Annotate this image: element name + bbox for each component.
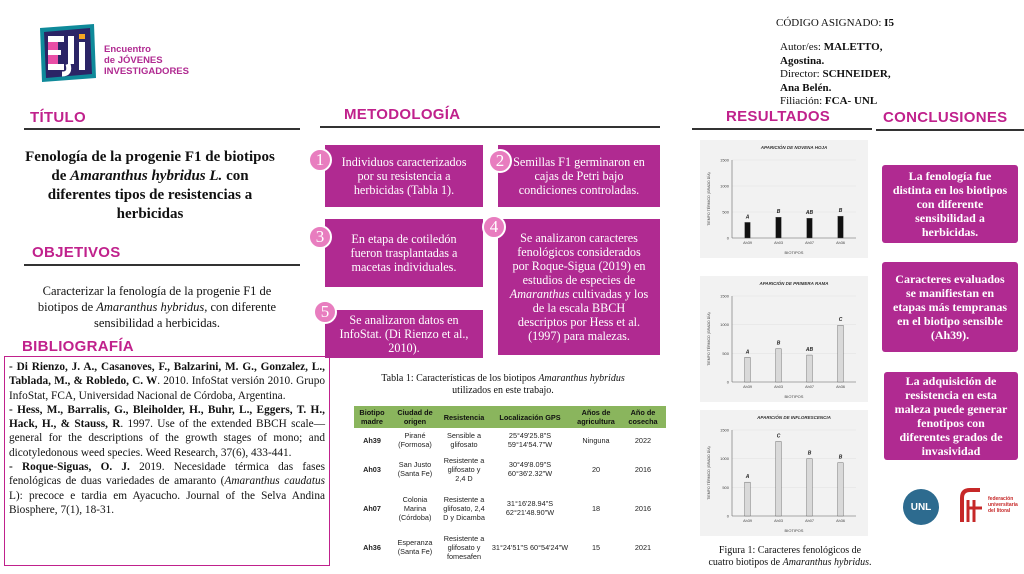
- step-number-1: 1: [308, 148, 332, 172]
- bar: [745, 482, 751, 516]
- col-header: Ciudad de origen: [390, 406, 440, 428]
- eji-logo-icon: [34, 20, 100, 86]
- significance-letter: B: [838, 208, 843, 215]
- conclusiones-heading: CONCLUSIONES: [883, 109, 1008, 126]
- step-number-3: 3: [308, 225, 332, 249]
- significance-letter: C: [838, 317, 843, 324]
- significance-letter: B: [838, 454, 843, 461]
- objetivos-heading: OBJETIVOS: [32, 244, 121, 261]
- titulo-heading: TÍTULO: [30, 109, 86, 126]
- bar: [745, 357, 751, 382]
- logo-line-1: Encuentro: [104, 44, 151, 55]
- method-step-5: Se analizaron datos en InfoStat. (Di Rienzo et al., 2010).: [325, 310, 483, 358]
- y-axis-label: TIEMPO TÉRMICO (GRADO DÍA): [707, 172, 711, 226]
- significance-letter: B: [807, 450, 812, 457]
- table-row: Ah07 Colonia Marina (Córdoba) Resistente a glifosato, 2,4 D y Dicamba 31°16'28.94"S 62°21'48.90"W 18 2016: [363, 494, 652, 522]
- bar: [776, 217, 782, 238]
- col-header: Biotipo madre: [354, 406, 390, 428]
- poster-title: Fenología de la progenie F1 de biotipos de Amaranthus hybridus L. con diferentes tipos de resistencias a herbicidas: [25, 149, 275, 222]
- logo-line-3: INVESTIGADORES: [104, 66, 189, 77]
- significance-letter: AB: [805, 210, 814, 217]
- x-tick-label: Ah07: [805, 519, 814, 523]
- author-info: Autor/es: MALETTO, Agostina. Director: SCHNEIDER, Ana Belén. Filiación: FCA- UNL: [780, 41, 891, 107]
- y-tick-label: 0: [726, 513, 729, 519]
- conclusion-1: La fenología fue distinta en los biotipos con diferente sensibilidad a herbicidas.: [882, 165, 1018, 243]
- x-axis-label: BIOTIPOS: [784, 394, 804, 399]
- resultados-rule: [692, 128, 872, 130]
- x-axis-label: BIOTIPOS: [784, 250, 804, 255]
- step-number-5: 5: [313, 300, 337, 324]
- y-tick-label: 500: [722, 484, 729, 490]
- y-tick-label: 1000: [720, 456, 729, 462]
- bar: [838, 463, 844, 516]
- x-tick-label: Ah07: [805, 241, 814, 245]
- col-header: Resistencia: [440, 406, 488, 428]
- x-tick-label: Ah07: [805, 385, 814, 389]
- x-tick-label: Ah03: [774, 241, 783, 245]
- conclusion-3: La adquisición de resistencia en esta maleza puede generar fenotipos con diferentes grados de invasividad: [884, 372, 1018, 460]
- chart-inflorescencia: [700, 410, 868, 536]
- significance-letter: A: [745, 214, 750, 221]
- y-tick-label: 0: [726, 235, 729, 241]
- table-header-row: [354, 406, 666, 428]
- bar: [745, 222, 751, 238]
- x-tick-label: Ah39: [743, 241, 752, 245]
- figure-caption: Figura 1: Caracteres fenológicos de cuatro biotipos de Amaranthus hybridus.: [708, 545, 872, 568]
- chart-panel-1: [700, 140, 868, 258]
- y-tick-label: 1500: [720, 293, 729, 299]
- chart-primera-rama: [700, 276, 868, 402]
- chart-title: APARICIÓN DE INFLORESCENCIA: [757, 415, 831, 420]
- event-logo: [34, 20, 204, 86]
- x-tick-label: Ah03: [774, 385, 783, 389]
- objetivos-rule: [24, 264, 300, 266]
- biotype-table-grid: [354, 406, 666, 564]
- unl-logo: UNL: [903, 489, 939, 525]
- step-number-2: 2: [488, 149, 512, 173]
- reference-3: - Roque-Siguas, O. J. 2019. Necesidade térmica das fases fenológicas de duas variedades de amaranto (Amaranthus caudatus L): precoce e tardia em Ayacucho. Journal of the Selva Andina Biosphere, 7(1), 18-31.: [9, 461, 325, 516]
- significance-letter: B: [776, 209, 781, 216]
- biotype-table: [354, 406, 666, 564]
- table-caption: Tabla 1: Características de los biotipos Amaranthus hybridus utilizados en este trabajo.: [381, 373, 625, 396]
- reference-1: - Di Rienzo, J. A., Casanoves, F., Balzarini, M. G., Gonzalez, L., Tablada, M., & Robledo, C. W. 2010. InfoStat versión 2010. Grupo InfoStat, FCA, Universidad Nacional de Córdoba, Argentina.: [9, 361, 325, 402]
- conclusiones-rule: [876, 129, 1024, 131]
- bar: [776, 349, 782, 382]
- metodologia-rule: [320, 126, 660, 128]
- col-header: Año de cosecha: [620, 406, 666, 428]
- significance-letter: C: [776, 433, 781, 440]
- significance-letter: A: [745, 349, 750, 356]
- bar: [838, 216, 844, 238]
- fuf-emblem-icon: [958, 488, 986, 524]
- y-tick-label: 1000: [720, 183, 729, 189]
- col-header: Años de agricultura: [572, 406, 620, 428]
- bar: [807, 355, 813, 382]
- y-tick-label: 1000: [720, 322, 729, 328]
- assigned-code: CÓDIGO ASIGNADO: I5: [776, 17, 894, 29]
- method-step-1: Individuos caracterizados por su resistencia a herbicidas (Tabla 1).: [325, 145, 483, 207]
- y-tick-label: 0: [726, 379, 729, 385]
- fuf-logo: federación universitaria del litoral: [958, 488, 1024, 528]
- x-tick-label: Ah36: [836, 385, 845, 389]
- chart-panel-2: [700, 276, 868, 402]
- y-tick-label: 1500: [720, 157, 729, 163]
- bar: [838, 325, 844, 382]
- chart-title: APARICIÓN DE PRIMERA RAMA: [759, 281, 829, 286]
- method-step-3: En etapa de cotiledón fueron trasplantadas a macetas individuales.: [325, 219, 483, 287]
- bar: [807, 218, 813, 238]
- method-step-2: Semillas F1 germinaron en cajas de Petri bajo condiciones controladas.: [498, 145, 660, 207]
- x-tick-label: Ah36: [836, 519, 845, 523]
- bar: [807, 459, 813, 516]
- table-row: Ah03 San Justo (Santa Fe) Resistente a glifosato y 2,4 D 30°49'8.09"S 60°36'2.32"W 20 2016: [363, 455, 652, 483]
- bar: [776, 441, 782, 516]
- significance-letter: B: [776, 340, 781, 347]
- step-number-4: 4: [482, 215, 506, 239]
- conclusion-2: Caracteres evaluados se manifiestan en etapas más tempranas en el biotipo sensible (Ah39).: [882, 262, 1018, 352]
- col-header: Localización GPS: [488, 406, 572, 428]
- table-row: Ah36 Esperanza (Santa Fe) Resistente a glifosato y fomesafen 31°24'51"S 60°54'24"W 15 2021: [363, 533, 652, 561]
- y-axis-label: TIEMPO TÉRMICO (GRADO DÍA): [707, 312, 711, 366]
- bibliografia-heading: BIBLIOGRAFÍA: [22, 338, 134, 355]
- x-tick-label: Ah36: [836, 241, 845, 245]
- y-tick-label: 500: [722, 209, 729, 215]
- resultados-heading: RESULTADOS: [726, 108, 831, 125]
- method-step-4: Se analizaron caracteres fenológicos considerados por Roque-Sigua (2019) en estudios de especies de Amaranthus cultivadas y los de la escala BBCH descriptos por Hess et al. (1997) para malezas.: [498, 219, 660, 355]
- chart-panel-3: [700, 410, 868, 536]
- x-tick-label: Ah03: [774, 519, 783, 523]
- chart-title: APARICIÓN DE NOVENA HOJA: [760, 145, 828, 150]
- x-tick-label: Ah39: [743, 385, 752, 389]
- y-axis-label: TIEMPO TÉRMICO (GRADO DÍA): [707, 446, 711, 500]
- bibliografia-box: [4, 356, 330, 566]
- objetivos-text: Caracterizar la fenología de la progenie F1 de biotipos de Amaranthus hybridus, con diferente sensibilidad a herbicidas.: [37, 284, 277, 330]
- significance-letter: AB: [805, 347, 814, 354]
- reference-2: - Hess, M., Barralis, G., Bleiholder, H., Buhr, L., Eggers, T. H., Hack, H., & Stauss, R. 1997. Use of the extended BBCH scale—general for the descriptions of the growth stages of mono; and dicotyledonous weed species. Weed Research, 37(6), 433-441.: [9, 403, 325, 459]
- chart-novena-hoja: [700, 140, 868, 258]
- x-axis-label: BIOTIPOS: [784, 528, 804, 533]
- x-tick-label: Ah39: [743, 519, 752, 523]
- y-tick-label: 1500: [720, 427, 729, 433]
- significance-letter: A: [745, 474, 750, 481]
- titulo-rule: [24, 128, 300, 130]
- table-row: Ah39 Pirané (Formosa) Sensible a glifosato 25°49'25.8"S 59°14'54.7"W Ninguna 2022: [363, 431, 652, 449]
- metodologia-heading: METODOLOGÍA: [344, 106, 461, 123]
- y-tick-label: 500: [722, 350, 729, 356]
- logo-line-2: de JÓVENES: [104, 55, 163, 66]
